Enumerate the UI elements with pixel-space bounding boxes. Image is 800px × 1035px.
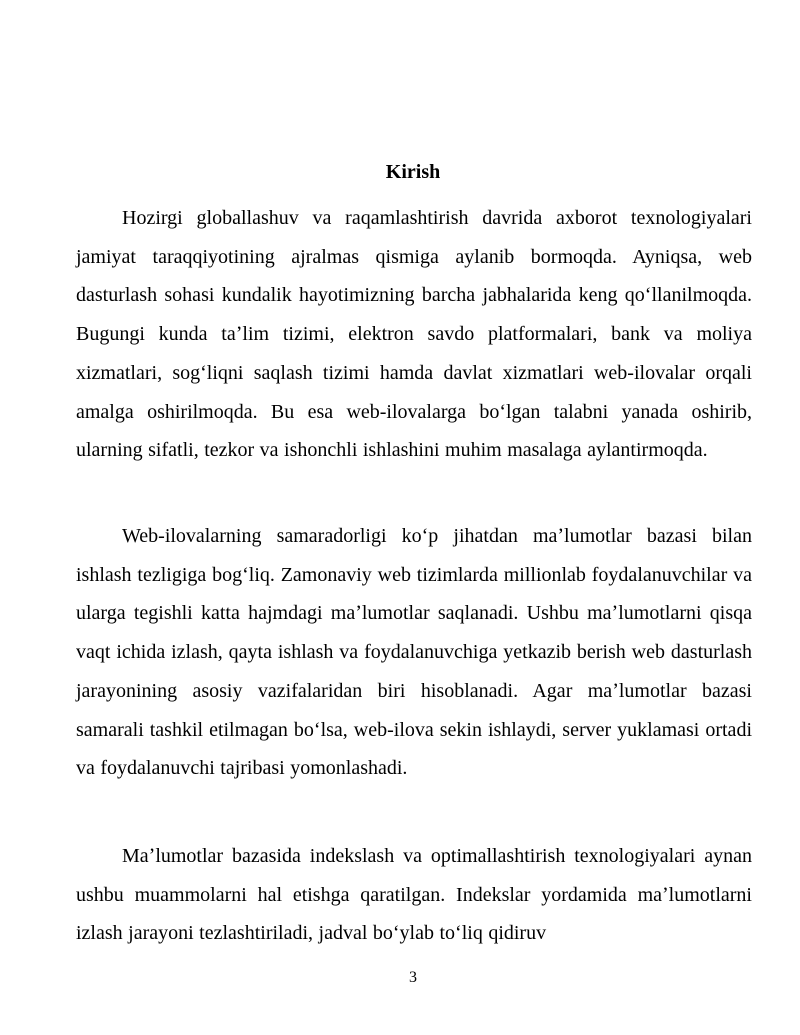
page-number: 3 — [409, 969, 417, 986]
paragraph-1: Hozirgi globallashuv va raqamlashtirish davrida axborot texnologiyalari jamiyat taraqqiyotining ajralmas qismiga aylanib bormoqda. Ayniqsa, web dasturlash sohasi kundalik hayotimizning barcha jabhalarida keng qoʻllanilmoqda. Bugungi kunda taʼlim tizimi, elektron savdo platformalari, bank va moliya xizmatlari, sogʻliqni saqlash tizimi hamda davlat xizmatlari web-ilovalar orqali amalga oshirilmoqda. Bu esa web-ilovalarga boʻlgan talabni yanada oshirib, ularning sifatli, tezkor va ishonchli ishlashini muhim masalaga aylantirmoqda. — [76, 207, 752, 462]
paragraph-3: Maʼlumotlar bazasida indekslash va optimallashtirish texnologiyalari aynan ushbu muammolarni hal etishga qaratilgan. Indekslar yordamida maʼlumotlarni izlash jarayoni tezlashtiriladi, jadval boʻylab toʻliq qidiruv — [76, 845, 752, 945]
paragraph-2: Web-ilovalarning samaradorligi koʻp jihatdan maʼlumotlar bazasi bilan ishlash tezligiga bogʻliq. Zamonaviy web tizimlarda millionlab foydalanuvchilar va ularga tegishli katta hajmdagi maʼlumotlar saqlanadi. Ushbu maʼlumotlarni qisqa vaqt ichida izlash, qayta ishlash va foydalanuvchiga yetkazib berish web dasturlash jarayonining asosiy vazifalaridan biri hisoblanadi. Agar maʼlumotlar bazasi samarali tashkil etilmagan boʻlsa, web-ilova sekin ishlaydi, server yuklamasi ortadi va foydalanuvchi tajribasi yomonlashadi. — [76, 525, 752, 780]
section-title: Kirish — [385, 161, 441, 183]
